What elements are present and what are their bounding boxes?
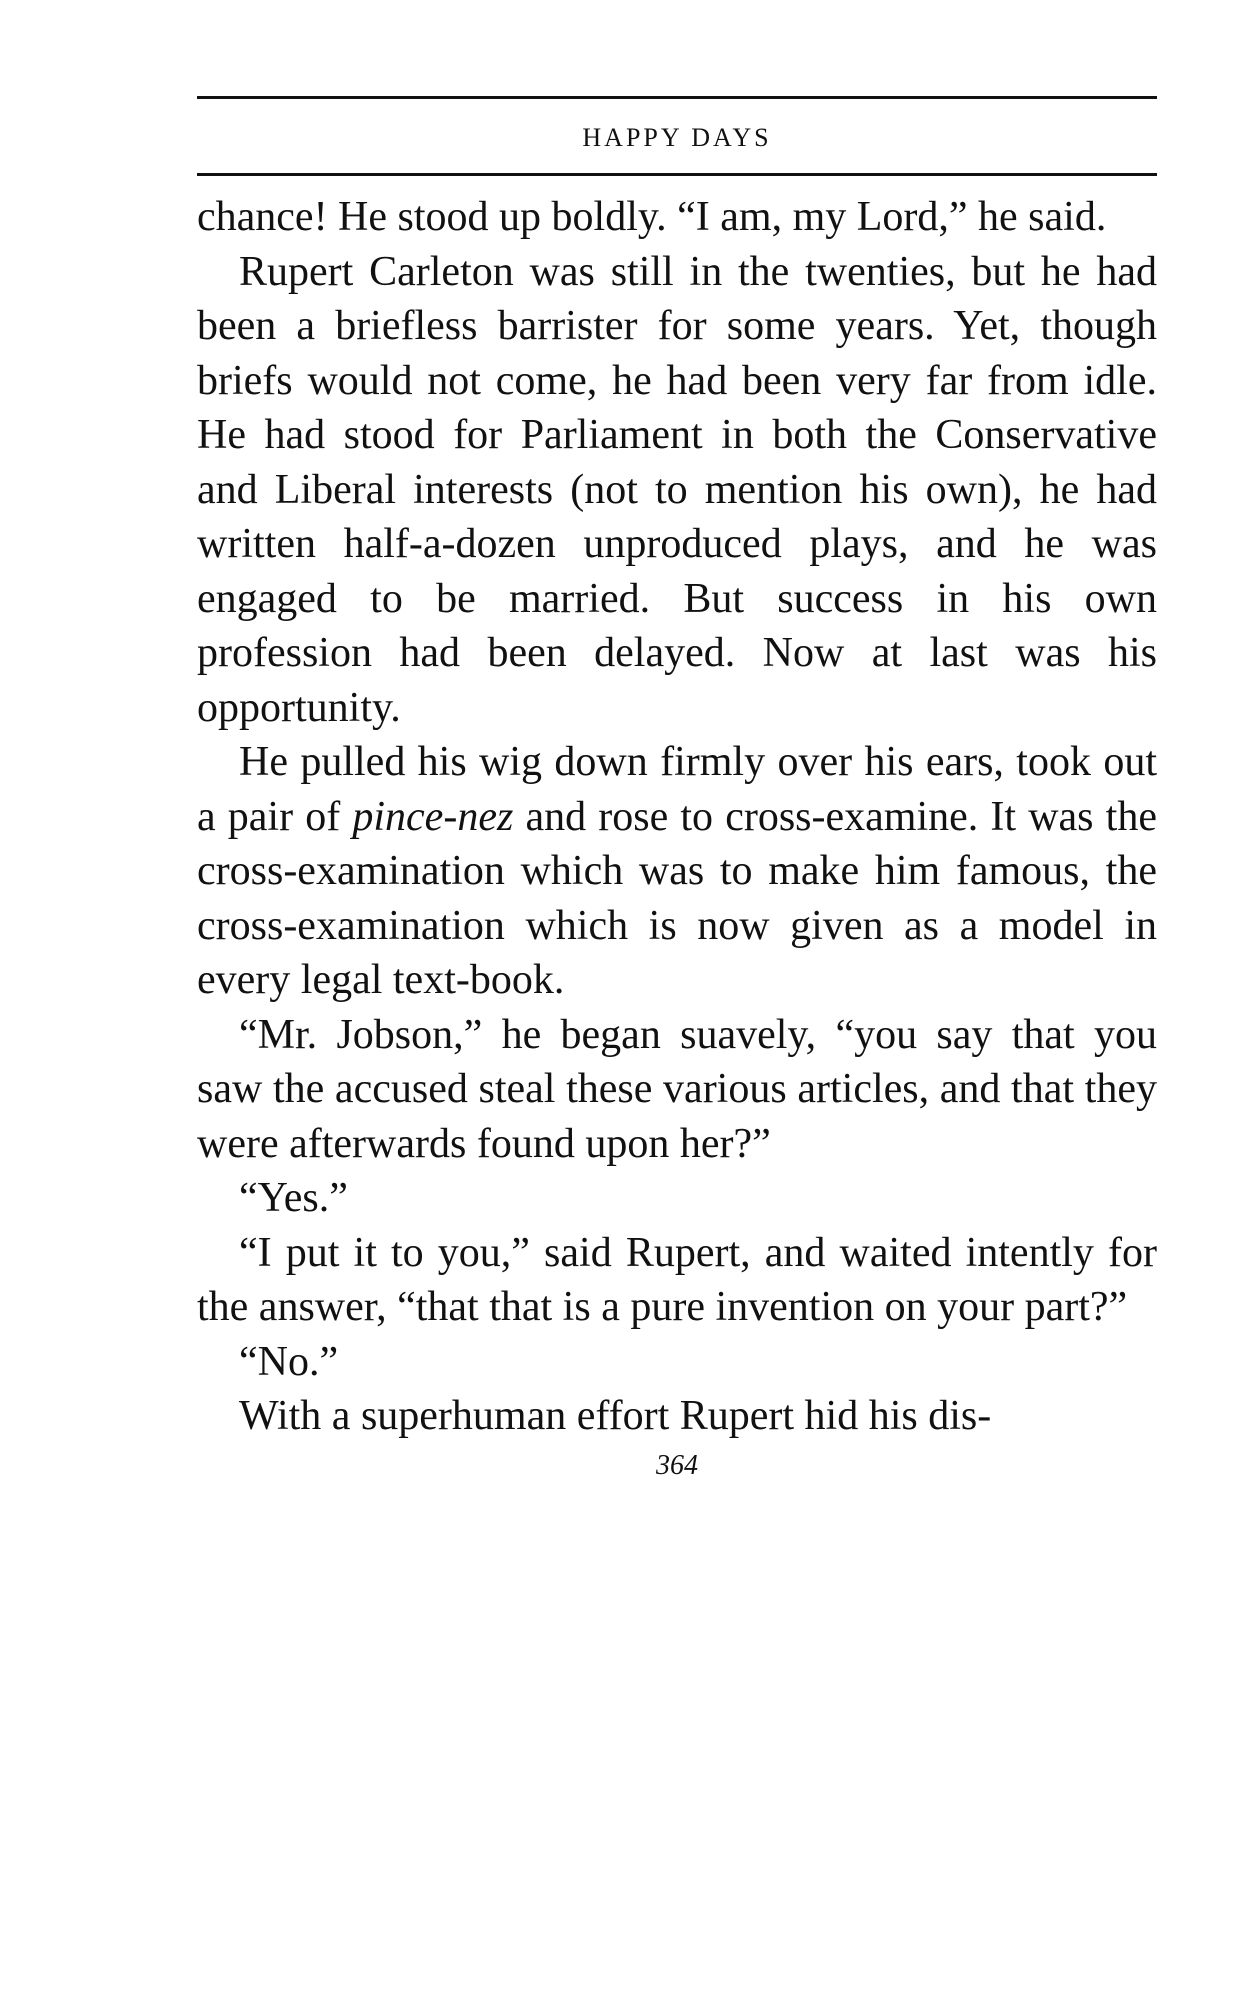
paragraph-3-text-before: He pulled his wig down firmly over his ears, took out a pair of	[197, 739, 1157, 840]
paragraph-3-text-after: and rose to cross-examine. It was the cross-examination which was to make him famous, the cross-examination which is now given as a model in every legal text-book.	[197, 793, 1157, 1003]
page-number: 364	[656, 1449, 698, 1481]
paragraph-6: “I put it to you,” said Rupert, and waited intently for the answer, “that that is a pure invention on your part?”	[197, 1229, 1157, 1330]
header-rule-top	[197, 96, 1157, 99]
running-title: HAPPY DAYS	[582, 123, 772, 152]
paragraph-2: Rupert Carleton was still in the twenties, but he had been a briefless barrister for some years. Yet, though briefs would not come, he had been very far from idle. He had stood for Parliament in both the Conservative and Liberal interests (not to mention his own), he had written half-a-dozen unproduced plays, and he was engaged to be married. But success in his own profession had been delayed. Now at last was his opportunity.	[197, 248, 1157, 731]
body-text	[197, 190, 1157, 1444]
paragraph-5: “Yes.”	[239, 1175, 348, 1221]
paragraph-8: With a superhuman effort Rupert hid his dis-	[239, 1393, 992, 1439]
paragraph-1: chance! He stood up boldly. “I am, my Lord,” he said.	[197, 194, 1107, 240]
paragraph-3-italic-term: pince-nez	[352, 793, 514, 840]
book-page	[197, 96, 1157, 1482]
paragraph-4: “Mr. Jobson,” he began suavely, “you say that you saw the accused steal these various articles, and that they were afterwards found upon her?”	[197, 1011, 1157, 1167]
paragraph-3	[197, 735, 1157, 1008]
paragraph-7: “No.”	[239, 1338, 339, 1385]
header-rule-bottom	[197, 173, 1157, 176]
